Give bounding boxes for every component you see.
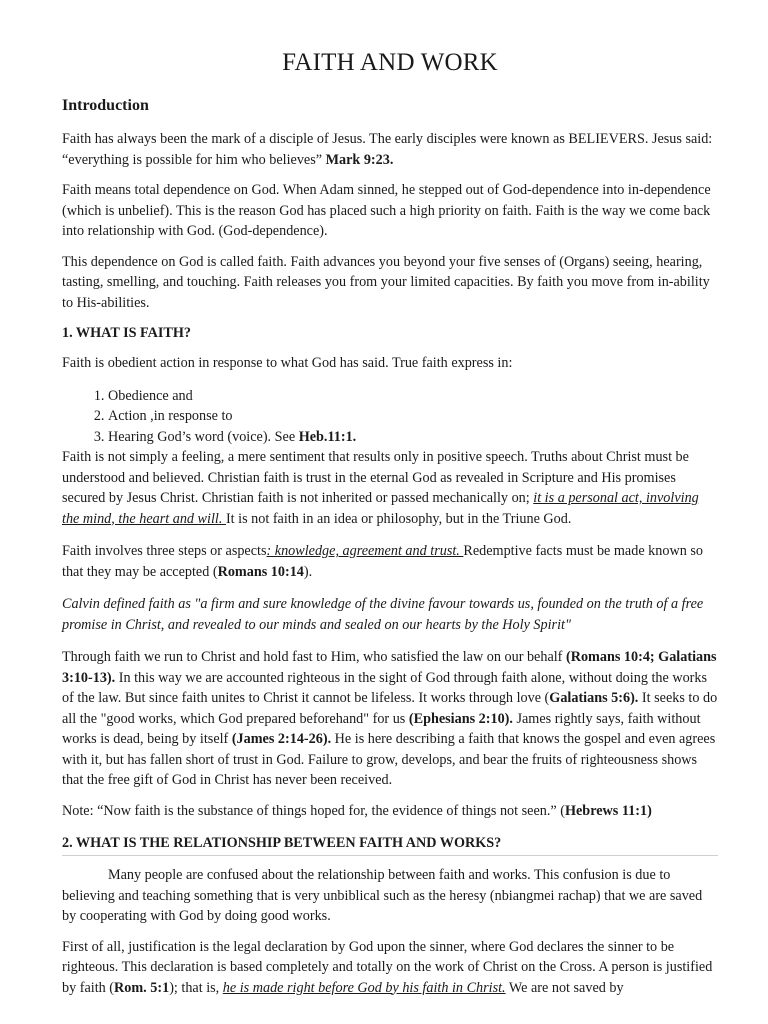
faith-list [62,386,718,448]
scripture-ref: Rom. 5:1 [114,979,170,996]
paragraph-three-steps: Faith involves three steps or aspects: knowledge, agreement and trust. Redemptive facts must be made known so that they may be accepted (Romans 10:14). [62,543,703,580]
section-1-heading: 1. WHAT IS FAITH? [62,325,192,341]
list-item: 1. Obedience and [108,386,718,407]
scripture-ref: (James 2:14-26). [231,731,332,747]
emphasis-text: it is a personal act, involving the mind, the heart and will. [62,490,699,527]
paragraph-intro-1: Faith has always been the mark of a disciple of Jesus. The early disciples were known as BELIEVERS. Jesus said: “everything is possible for him who believes” Mark 9:23. [62,131,713,168]
page-title: FAITH AND WORK [282,49,498,76]
scripture-ref: Galatians 5:6). [549,690,639,706]
scripture-ref: (Romans 10:4; Galatians 3:10-13). [62,649,717,686]
section-2-heading: 2. WHAT IS THE RELATIONSHIP BETWEEN FAITH AND WORKS? [62,833,718,856]
emphasis-text: : knowledge, agreement and trust. [266,543,464,559]
list-item: 3. Hearing God’s word (voice). See Heb.11:1. [108,427,718,448]
paragraph-faith-feeling: Faith is not simply a feeling, a mere sentiment that results only in positive speech. Truths about Christ must be understood and believed. Christian faith is trust in the eternal God as revealed in Scripture and His promises secured by Jesus Christ. Christian faith is not inherited or passed mechanically on; it is a personal act, involving the mind, the heart and will. It is not faith in an idea or philosophy, but in the Triune God. [62,449,699,527]
scripture-ref: Romans 10:14 [217,563,304,580]
paragraph-intro-2: Faith means total dependence on God. When Adam sinned, he stepped out of God-dependence into in-dependence (which is unbelief). This is the reason God has placed such a high priority on faith. Faith is the way we come back into relationship with God. (God-dependence). [62,182,711,239]
paragraph-note: Note: “Now faith is the substance of things hoped for, the evidence of things not seen.” (Hebrews 11:1) [62,802,652,819]
scripture-ref: (Ephesians 2:10). [408,710,513,727]
calvin-quote: Calvin defined faith as "a firm and sure knowledge of the divine favour towards us, founded on the truth of a free promise in Christ, and revealed to our minds and sealed on our hearts by the Holy Spirit" [62,596,704,633]
paragraph-through-faith: Through faith we run to Christ and hold fast to Him, who satisfied the law on our behalf (Romans 10:4; Galatians 3:10-13). In this way we are accounted righteous in the sight of God through faith alone, without doing the works of the law. But since faith unites to Christ it cannot be lifeless. It works through love (Galatians 5:6). It seeks to do all the "good works, which God prepared beforehand" for us (Ephesians 2:10). James rightly says, faith without works is dead, being by itself (James 2:14-26). He is here describing a faith that knows the gospel and even agrees with it, but has fallen short of trust in God. Failure to grow, develops, and bear the fruits of righteousness shows that the free gift of God in Christ has never been received. [62,649,718,788]
paragraph-faith-definition: Faith is obedient action in response to what God has said. True faith express in: [62,355,513,371]
paragraph-justification: First of all, justification is the legal declaration by God upon the sinner, where God declares the sinner to be righteous. This declaration is based completely and totally on the work of Christ on the Cross. A person is justified by faith (Rom. 5:1); that is, he is made right before God by his faith in Christ. We are not saved by [62,938,713,996]
intro-heading: Introduction [62,97,149,114]
paragraph-confusion: Many people are confused about the relationship between faith and works. This confusion is due to believing and teaching something that is very unbiblical such as the heresy (nbiangmei rachap) that we are saved by cooperating with God by doing good works. [62,867,703,924]
scripture-ref: Hebrews 11:1) [564,802,652,819]
list-item: 2. Action ,in response to [108,406,718,427]
emphasis-text: he is made right before God by his faith in Christ. [222,979,506,996]
scripture-ref: Heb.11:1. [298,428,357,445]
scripture-ref: Mark 9:23. [325,151,394,168]
paragraph-intro-3: This dependence on God is called faith. Faith advances you beyond your five senses of (Organs) seeing, hearing, tasting, smelling, and touching. Faith releases you from your limited capacities. By faith you move from in-ability to His-abilities. [62,253,710,311]
